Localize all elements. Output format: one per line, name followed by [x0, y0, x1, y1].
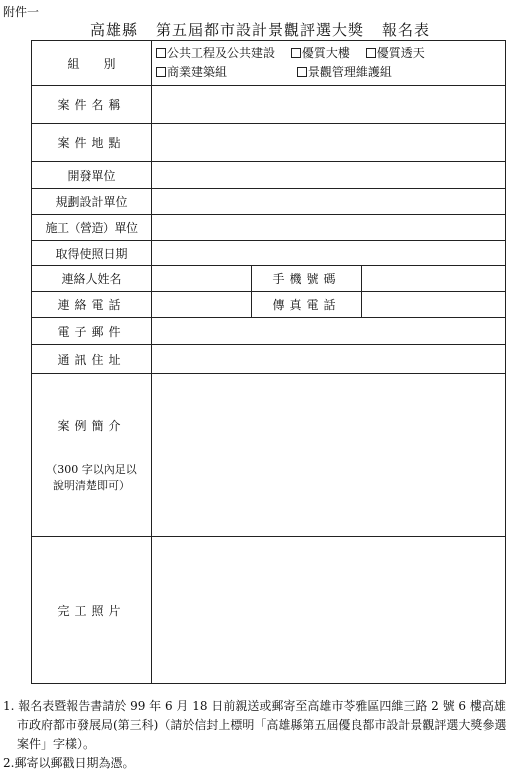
case-location-field[interactable] [152, 124, 506, 162]
checkbox-icon[interactable] [297, 67, 307, 77]
photos-field[interactable] [152, 537, 506, 684]
intro-title: 案例簡介 [57, 418, 126, 433]
registration-form-table [31, 40, 506, 684]
developer-label: 開發單位 [32, 162, 152, 189]
planner-field[interactable] [152, 189, 506, 215]
builder-field[interactable] [152, 215, 506, 241]
email-field[interactable] [152, 318, 506, 345]
title-county: 高雄縣 [89, 21, 138, 39]
option-commercial-building[interactable]: 商業建築組 [156, 65, 227, 79]
option-public-works[interactable]: 公共工程及公共建設 [156, 46, 275, 60]
phone-field[interactable] [152, 292, 252, 318]
case-location-label: 案件地點 [32, 124, 152, 162]
group-options [152, 41, 506, 86]
mobile-label: 手機號碼 [252, 266, 362, 292]
note-2: 2.郵寄以郵戳日期為憑。 [3, 756, 135, 770]
option-quality-building[interactable]: 優質大樓 [291, 46, 350, 60]
intro-label [32, 374, 152, 537]
planner-label: 規劃設計單位 [32, 189, 152, 215]
address-label: 通訊住址 [32, 345, 152, 374]
email-label: 電子郵件 [32, 318, 152, 345]
contact-name-field[interactable] [152, 266, 252, 292]
intro-field[interactable] [152, 374, 506, 537]
address-field[interactable] [152, 345, 506, 374]
note-1: 1. 報名表暨報告書請於 99 年 6 月 18 日前親送或郵寄至高雄市苓雅區四維三路 2 號 6 樓高雄市政府都市發展局(第三科)（請於信封上標明「高雄縣第五屆優良都市設計景觀評選大獎參選案件」字樣）。 [3, 699, 507, 751]
photos-label: 完工照片 [32, 537, 152, 684]
case-name-label: 案件名稱 [32, 86, 152, 124]
option-quality-townhouse[interactable]: 優質透天 [366, 46, 425, 60]
phone-label: 連絡電話 [32, 292, 152, 318]
permit-date-label: 取得使照日期 [32, 241, 152, 266]
annex-label: 附件一 [3, 5, 40, 19]
title-form: 報名表 [382, 21, 431, 39]
developer-field[interactable] [152, 162, 506, 189]
group-label: 組 別 [32, 41, 152, 86]
checkbox-icon[interactable] [156, 67, 166, 77]
title-award: 第五屆都市設計景觀評選大獎 [155, 21, 364, 39]
mobile-field[interactable] [362, 266, 506, 292]
checkbox-icon[interactable] [156, 48, 166, 58]
checkbox-icon[interactable] [366, 48, 376, 58]
option-landscape-maintenance[interactable]: 景觀管理維護組 [297, 65, 392, 79]
checkbox-icon[interactable] [291, 48, 301, 58]
intro-note: （300 字以內足以 說明清楚即可） [46, 462, 137, 492]
fax-label: 傳真電話 [252, 292, 362, 318]
notes [3, 697, 517, 773]
form-title [0, 19, 520, 40]
permit-date-field[interactable] [152, 241, 506, 266]
builder-label: 施工（營造）單位 [32, 215, 152, 241]
contact-name-label: 連絡人姓名 [32, 266, 152, 292]
fax-field[interactable] [362, 292, 506, 318]
case-name-field[interactable] [152, 86, 506, 124]
